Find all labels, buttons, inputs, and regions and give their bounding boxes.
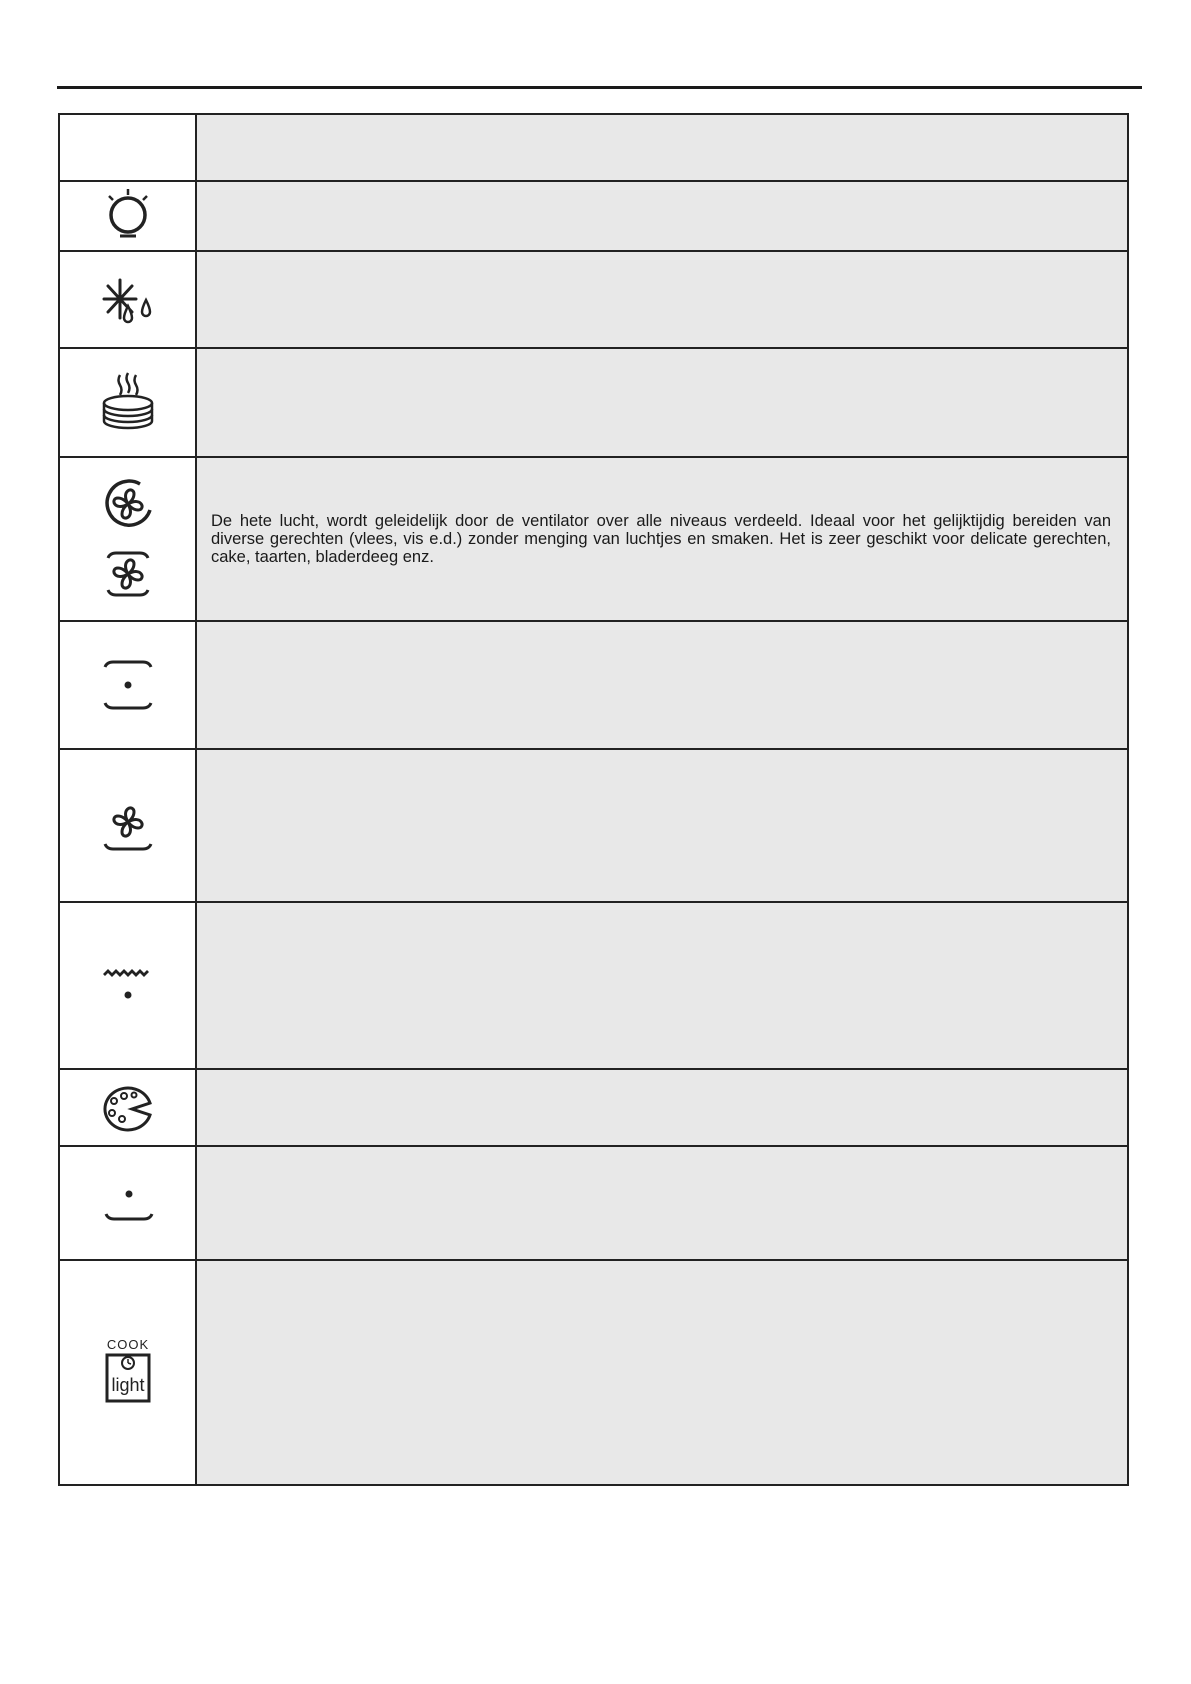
description-text: De hete lucht, wordt geleidelijk door de ventilator over alle niveaus verdeeld. Ideaal voor het gelijktijdig bereiden van diverse gerechten (vlees, vis e.d.) zonder menging van luchtjes en smaken. Het is zeer geschikt voor delicate gerechten, cake, taarten, bladerdeeg enz. — [211, 512, 1111, 566]
icon-cell — [59, 1146, 196, 1260]
table-row — [59, 1260, 1128, 1485]
description-cell — [196, 181, 1128, 251]
plate-warming-icon — [98, 371, 158, 435]
table-row — [59, 1069, 1128, 1146]
defrost-icon — [98, 270, 158, 330]
icon-cell — [59, 251, 196, 348]
description-cell — [196, 348, 1128, 457]
lamp-icon — [98, 186, 158, 246]
light-label: light — [110, 1374, 145, 1395]
cook-light-icon — [98, 1337, 158, 1409]
icon-cell — [59, 621, 196, 749]
description-cell — [196, 621, 1128, 749]
ring-fan-icon — [100, 476, 156, 532]
table-row — [59, 457, 1128, 621]
icon-cell — [59, 1069, 196, 1146]
description-cell — [196, 1069, 1128, 1146]
ring-fan-bottom-heat-icon — [100, 546, 156, 602]
oven-functions-table — [58, 113, 1129, 1486]
table-row — [59, 749, 1128, 902]
description-cell — [196, 1146, 1128, 1260]
top-rule — [57, 86, 1142, 89]
icon-cell — [59, 181, 196, 251]
table-row — [59, 1146, 1128, 1260]
description-cell — [196, 749, 1128, 902]
description-cell — [196, 902, 1128, 1069]
icon-cell — [59, 749, 196, 902]
top-bottom-heat-icon — [98, 655, 158, 715]
pizza-icon — [98, 1083, 158, 1133]
description-cell — [196, 1260, 1128, 1485]
table-row — [59, 902, 1128, 1069]
icon-cell — [59, 457, 196, 621]
table-row — [59, 348, 1128, 457]
description-cell — [196, 114, 1128, 181]
description-cell — [196, 251, 1128, 348]
table-row — [59, 621, 1128, 749]
icon-cell — [59, 902, 196, 1069]
icon-cell — [59, 348, 196, 457]
table-row — [59, 181, 1128, 251]
icon-cell — [59, 1260, 196, 1485]
description-cell — [196, 457, 1128, 621]
fan-bottom-heat-icon — [98, 796, 158, 856]
icon-cell — [59, 114, 196, 181]
bottom-heat-icon — [98, 1178, 158, 1228]
table-row — [59, 114, 1128, 181]
table-row — [59, 251, 1128, 348]
grill-icon — [98, 961, 158, 1011]
cook-label: COOK — [106, 1336, 149, 1352]
